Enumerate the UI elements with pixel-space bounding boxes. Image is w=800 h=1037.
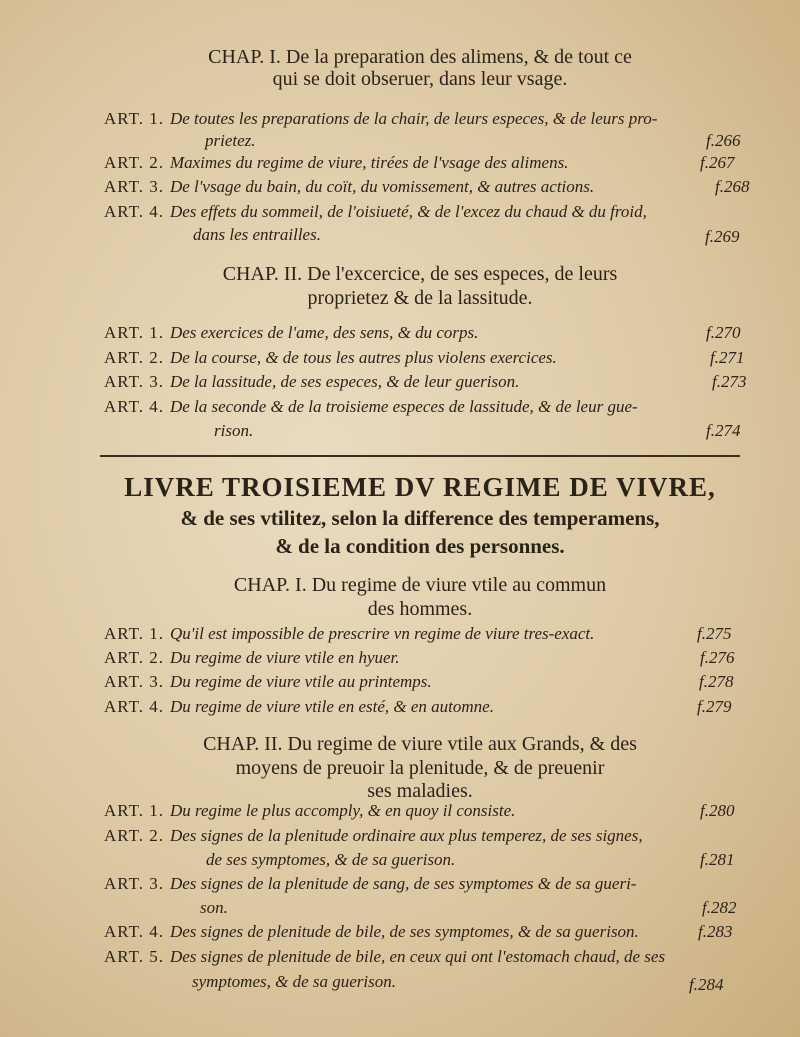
article-title: De la lassitude, de ses especes, & de leur guerison. xyxy=(169,372,520,391)
article-title: Des effets du sommeil, de l'oisiueté, & de l'excez du chaud & du froid, xyxy=(169,202,647,221)
folio-number: f.267 xyxy=(700,153,735,172)
book-subtitle: & de ses vtilitez, selon la difference des temperamens, xyxy=(180,506,660,530)
article-label: ART. 3. xyxy=(104,874,164,893)
article-entry xyxy=(104,177,594,197)
folio-number: f.266 xyxy=(706,131,741,150)
article-entry xyxy=(104,348,557,368)
chapter-heading-cont: proprietez & de la lassitude. xyxy=(307,287,533,309)
chapter-heading-cont: qui se doit obseruer, dans leur vsage. xyxy=(272,68,568,90)
folio-number: f.273 xyxy=(712,372,747,391)
article-entry xyxy=(104,109,657,129)
article-title: De toutes les preparations de la chair, de leurs especes, & de leurs pro- xyxy=(169,109,658,128)
article-entry xyxy=(104,397,638,417)
article-label: ART. 4. xyxy=(104,397,164,416)
article-label: ART. 4. xyxy=(104,697,164,716)
article-title: Des signes de la plenitude de sang, de ses symptomes & de sa gueri- xyxy=(169,874,637,893)
article-entry xyxy=(104,672,432,692)
article-entry xyxy=(104,874,636,894)
folio-number: f.276 xyxy=(700,648,735,667)
folio-number: f.280 xyxy=(700,801,735,820)
article-entry xyxy=(104,323,478,343)
article-label: ART. 1. xyxy=(104,323,164,342)
chapter-heading-cont: des hommes. xyxy=(367,598,473,620)
article-entry xyxy=(104,801,515,821)
article-title-cont: prietez. xyxy=(205,131,256,150)
article-label: ART. 1. xyxy=(104,624,164,643)
article-entry xyxy=(104,697,494,717)
article-entry xyxy=(104,648,400,668)
article-title: Des signes de plenitude de bile, de ses symptomes, & de sa guerison. xyxy=(169,922,639,941)
article-label: ART. 3. xyxy=(104,672,164,691)
article-title-cont: symptomes, & de sa guerison. xyxy=(192,972,396,991)
folio-number: f.270 xyxy=(706,323,741,342)
divider-rule xyxy=(100,455,740,457)
chapter-heading: CHAP. II. De l'excercice, de ses especes, de leurs xyxy=(222,263,618,285)
chapter-heading-cont: ses maladies. xyxy=(367,780,473,802)
article-label: ART. 3. xyxy=(104,177,164,196)
article-title: Du regime de viure vtile en hyuer. xyxy=(169,648,400,667)
article-label: ART. 4. xyxy=(104,202,164,221)
chapter-heading: CHAP. I. Du regime de viure vtile au commun xyxy=(233,574,607,596)
article-entry xyxy=(104,624,594,644)
article-label: ART. 2. xyxy=(104,826,164,845)
chapter-heading: CHAP. II. Du regime de viure vtile aux Grands, & des xyxy=(203,733,637,755)
article-title: De l'vsage du bain, du coït, du vomissement, & autres actions. xyxy=(169,177,595,196)
article-label: ART. 1. xyxy=(104,109,164,128)
article-title: Des signes de plenitude de bile, en ceux qui ont l'estomach chaud, de ses xyxy=(169,947,666,966)
article-title: De la seconde & de la troisieme especes de lassitude, & de leur gue- xyxy=(169,397,638,416)
article-title: Du regime de viure vtile en esté, & en automne. xyxy=(169,697,494,716)
article-title: Du regime de viure vtile au printemps. xyxy=(169,672,432,691)
article-entry xyxy=(104,947,665,967)
folio-number: f.284 xyxy=(689,975,724,994)
folio-number: f.282 xyxy=(702,898,737,917)
article-label: ART. 3. xyxy=(104,372,164,391)
article-title-cont: de ses symptomes, & de sa guerison. xyxy=(206,850,456,869)
article-title-cont: rison. xyxy=(214,421,254,440)
article-title: Des signes de la plenitude ordinaire aux plus temperez, de ses signes, xyxy=(169,826,643,845)
folio-number: f.275 xyxy=(697,624,732,643)
article-label: ART. 2. xyxy=(104,348,164,367)
folio-number: f.268 xyxy=(715,177,750,196)
article-entry xyxy=(104,372,519,392)
chapter-heading-cont: moyens de preuoir la plenitude, & de preuenir xyxy=(235,757,605,779)
chapter-heading: CHAP. I. De la preparation des alimens, & de tout ce xyxy=(208,46,632,68)
article-title: Du regime le plus accomply, & en quoy il consiste. xyxy=(169,801,516,820)
book-title: LIVRE TROISIEME DV REGIME DE VIVRE, xyxy=(124,472,716,502)
article-title: Maximes du regime de viure, tirées de l'vsage des alimens. xyxy=(169,153,569,172)
folio-number: f.283 xyxy=(698,922,733,941)
folio-number: f.269 xyxy=(705,227,740,246)
book-subtitle-cont: & de la condition des personnes. xyxy=(275,534,565,558)
article-label: ART. 5. xyxy=(104,947,164,966)
article-label: ART. 1. xyxy=(104,801,164,820)
article-title-cont: dans les entrailles. xyxy=(193,225,321,244)
article-title-cont: son. xyxy=(200,898,228,917)
article-entry xyxy=(104,922,639,942)
article-title: Qu'il est impossible de prescrire vn regime de viure tres-exact. xyxy=(169,624,595,643)
folio-number: f.278 xyxy=(699,672,734,691)
article-label: ART. 4. xyxy=(104,922,164,941)
article-entry xyxy=(104,153,568,173)
article-title: Des exercices de l'ame, des sens, & du corps. xyxy=(169,323,479,342)
folio-number: f.274 xyxy=(706,421,741,440)
article-title: De la course, & de tous les autres plus violens exercices. xyxy=(169,348,557,367)
folio-number: f.279 xyxy=(697,697,732,716)
article-entry xyxy=(104,202,647,222)
article-entry xyxy=(104,826,643,846)
folio-number: f.271 xyxy=(710,348,745,367)
article-label: ART. 2. xyxy=(104,153,164,172)
article-label: ART. 2. xyxy=(104,648,164,667)
folio-number: f.281 xyxy=(700,850,735,869)
